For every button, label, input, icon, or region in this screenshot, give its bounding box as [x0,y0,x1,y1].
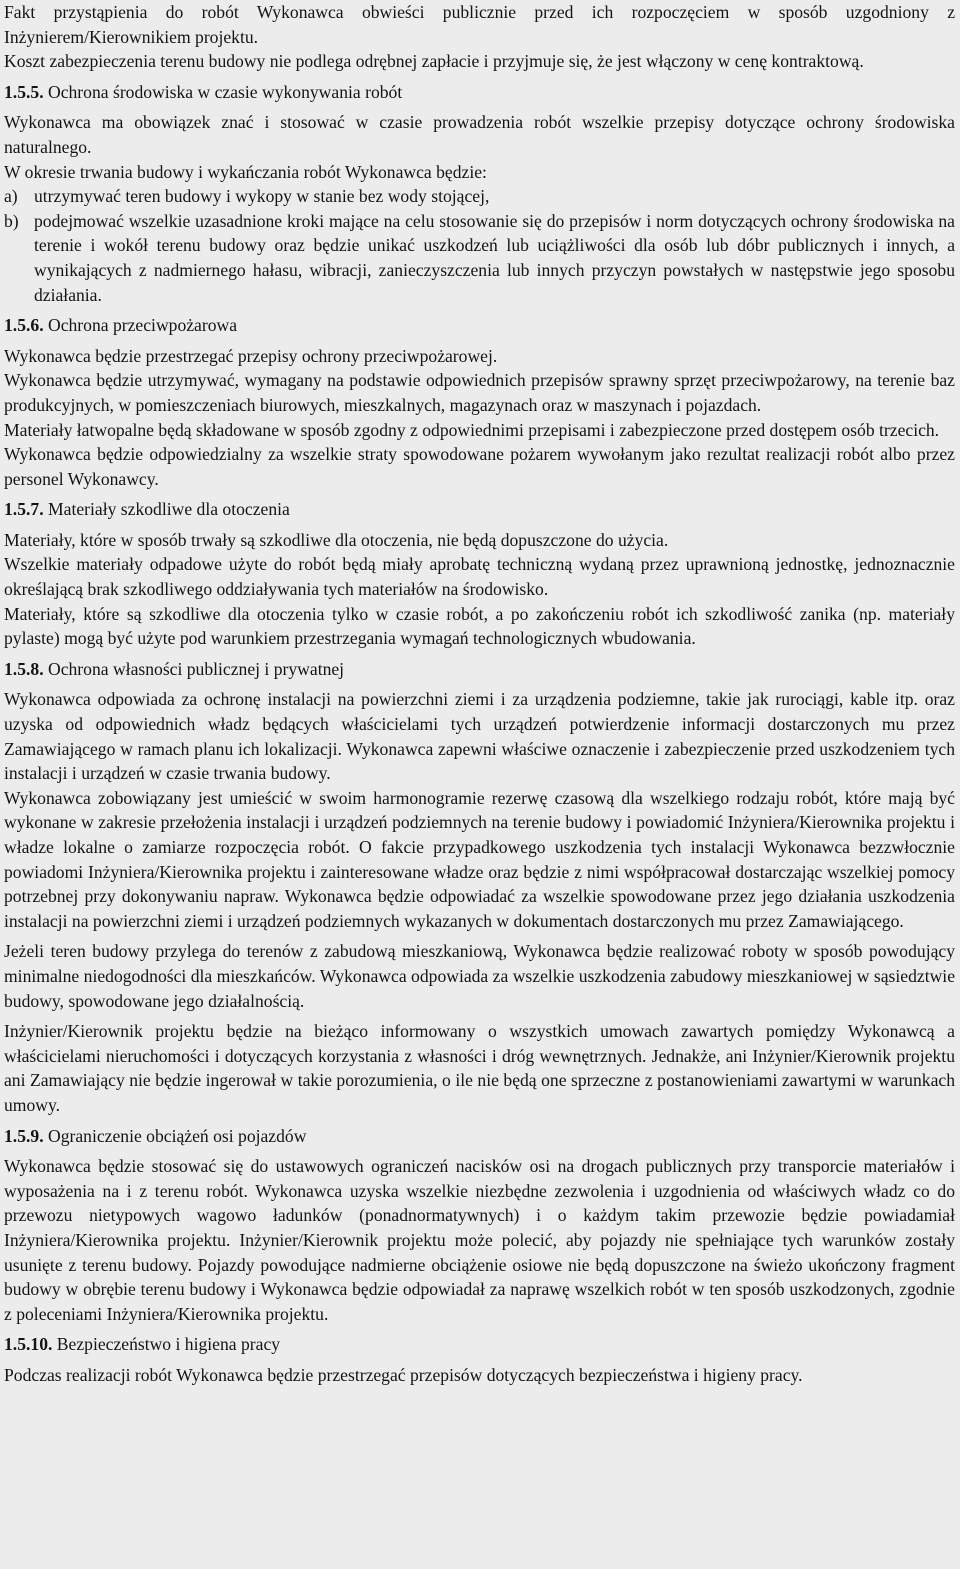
paragraph: Koszt zabezpieczenia terenu budowy nie podlega odrębnej zapłacie i przyjmuje się, że jest włączony w cenę kontraktową. [4,51,864,72]
section-number: 1.5.5. [4,81,44,102]
section-number: 1.5.7. [4,499,44,520]
section-heading [4,80,955,105]
section-heading [4,1124,955,1149]
section-number: 1.5.10. [4,1334,53,1355]
section-title: Ochrona środowiska w czasie wykonywania robót [48,81,403,102]
list-marker: a) [4,186,18,207]
paragraph: Wykonawca będzie przestrzegać przepisy ochrony przeciwpożarowej. [4,345,498,366]
section-title: Ochrona przeciwpożarowa [48,315,238,336]
lettered-list [4,184,955,307]
list-item-text: utrzymywać teren budowy i wykopy w stanie bez wody stojącej, [34,186,490,207]
paragraph: W okresie trwania budowy i wykańczania robót Wykonawca będzie: [4,161,487,182]
list-item-text: podejmować wszelkie uzasadnione kroki mające na celu stosowanie się do przepisów i norm dotyczących ochrony środowiska na terenie i wokół terenu budowy oraz będzie unikać uszkodzeń lub uciążliwości dla osób lub dóbr publicznych i innych, a wynikających z nadmiernego hałasu, wibracji, zanieczyszczenia lub innych przyczyn powstałych w następstwie jego sposobu działania. [34,210,955,305]
section-title: Ograniczenie obciążeń osi pojazdów [48,1125,307,1146]
paragraph: Materiały, które w sposób trwały są szkodliwe dla otoczenia, nie będą dopuszczone do użycia. [4,529,669,550]
section-number: 1.5.9. [4,1125,44,1146]
section-title: Bezpieczeństwo i higiena pracy [56,1334,281,1355]
paragraph: Jeżeli teren budowy przylega do terenów z zabudową mieszkaniową, Wykonawca będzie realizować roboty w sposób powodujący minimalne niedogodności dla mieszkańców. Wykonawca odpowiada za wszelkie uszkodzenia zabudowy mieszkaniowej w sąsiedztwie budowy, spowodowane jego działalnością. [4,941,955,1011]
paragraph: Wykonawca ma obowiązek znać i stosować w czasie prowadzenia robót wszelkie przepisy dotyczące ochrony środowiska naturalnego. [4,112,955,157]
paragraph: Fakt przystąpienia do robót Wykonawca obwieści publicznie przed ich rozpoczęciem w sposób uzgodniony z Inżynierem/Kierownikiem projektu. [4,2,955,47]
section-heading [4,313,955,338]
section-heading [4,657,955,682]
section-number: 1.5.8. [4,658,44,679]
section-number: 1.5.6. [4,315,44,336]
section-title: Materiały szkodliwe dla otoczenia [48,499,290,520]
paragraph: Materiały łatwopalne będą składowane w sposób zgodny z odpowiednimi przepisami i zabezpieczone przed dostępem osób trzecich. [4,419,940,440]
paragraph: Inżynier/Kierownik projektu będzie na bieżąco informowany o wszystkich umowach zawartych pomiędzy Wykonawcą a właścicielami nieruchomości i dotyczących korzystania z własności i dróg wewnętrznych. Jednakże, ani Inżynier/Kierownik projektu ani Zamawiający nie będzie ingerował w takie porozumienia, o ile nie będą one sprzeczne z postanowieniami zawartymi w warunkach umowy. [4,1021,955,1115]
paragraph: Wykonawca będzie stosować się do ustawowych ograniczeń nacisków osi na drogach publicznych przy transporcie materiałów i wyposażenia na i z terenu robót. Wykonawca uzyska wszelkie niezbędne zezwolenia i uzgodnienia od właściwych władz co do przewozu nietypowych wagowo ładunków (ponadnormatywnych) i o każdym takim przewozie będzie powiadamiał Inżyniera/Kierownika projektu. Inżynier/Kierownik projektu może polecić, aby pojazdy nie spełniające tych warunków zostały usunięte z terenu budowy. Pojazdy powodujące nadmierne obciążenie osiowe nie będą dopuszczone na świeżo ukończony fragment budowy w obrębie terenu budowy i Wykonawca będzie odpowiadał za naprawę wszelkich robót w ten sposób uszkodzonych, zgodnie z poleceniami Inżyniera/Kierownika projektu. [4,1156,955,1324]
list-item [4,209,955,307]
section-heading [4,497,955,522]
paragraph: Wykonawca odpowiada za ochronę instalacji na powierzchni ziemi i za urządzenia podziemne, takie jak rurociągi, kable itp. oraz uzyska od odpowiednich władz będących właścicielami tych urządzeń potwierdzenie informacji dostarczonych mu przez Zamawiającego w ramach planu ich lokalizacji. Wykonawca zapewni właściwe oznaczenie i zabezpieczenie przed uszkodzeniem tych instalacji i urządzeń w czasie trwania budowy. [4,689,955,784]
paragraph: Wykonawca będzie utrzymywać, wymagany na podstawie odpowiednich przepisów sprawny sprzęt przeciwpożarowy, na terenie baz produkcyjnych, w pomieszczeniach biurowych, mieszkalnych, magazynach oraz w maszynach i pojazdach. [4,370,955,415]
list-marker: b) [4,210,19,231]
section-title: Ochrona własności publicznej i prywatnej [48,658,345,679]
paragraph: Wykonawca zobowiązany jest umieścić w swoim harmonogramie rezerwę czasową dla wszelkiego rodzaju robót, które mają być wykonane w zakresie przełożenia instalacji i urządzeń podziemnych na terenie budowy i powiadomić Inżyniera/Kierownika projektu i władze lokalne o zamiarze rozpoczęcia robót. O fakcie przypadkowego uszkodzenia tych instalacji Wykonawca bezzwłocznie powiadomi Inżyniera/Kierownika projektu i zainteresowane władze oraz będzie z nimi współpracował dostarczając wszelkiej pomocy potrzebnej przy dokonywaniu napraw. Wykonawca będzie odpowiadać za wszelkie spowodowane przez jego działania uszkodzenia instalacji na powierzchni ziemi i urządzeń podziemnych wykazanych w dokumentach dostarczonych mu przez Zamawiającego. [4,787,955,931]
section-heading [4,1332,955,1357]
paragraph: Wszelkie materiały odpadowe użyte do robót będą miały aprobatę techniczną wydaną przez uprawnioną jednostkę, jednoznacznie określającą brak szkodliwego oddziaływania tych materiałów na środowisko. [4,554,955,600]
paragraph: Materiały, które są szkodliwe dla otoczenia tylko w czasie robót, a po zakończeniu robót ich szkodliwość zanika (np. materiały pylaste) mogą być użyte pod warunkiem przestrzegania wymagań technologicznych wbudowania. [4,603,955,649]
paragraph: Podczas realizacji robót Wykonawca będzie przestrzegać przepisów dotyczących bezpieczeństwa i higieny pracy. [4,1364,803,1385]
paragraph: Wykonawca będzie odpowiedzialny za wszelkie straty spowodowane pożarem wywołanym jako rezultat realizacji robót albo przez personel Wykonawcy. [4,444,955,489]
list-item [4,184,955,209]
